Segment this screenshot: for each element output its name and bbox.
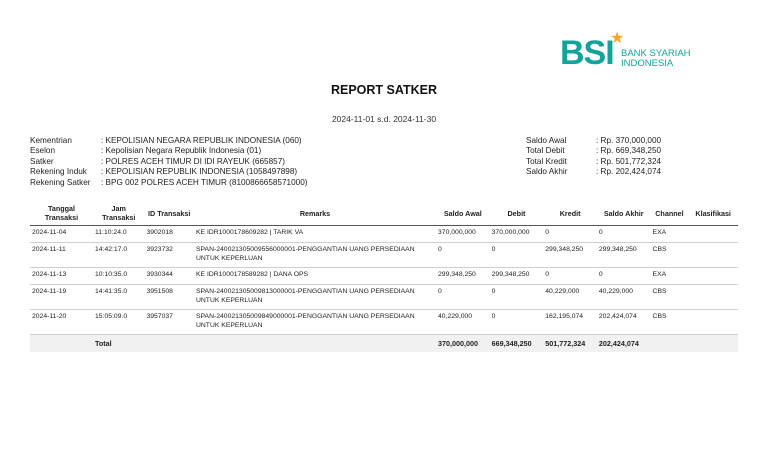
header-saldo-akhir: Saldo Akhir: [597, 202, 651, 226]
table-row: [30, 243, 738, 268]
total-row: [30, 335, 738, 353]
cell-remarks: SPAN-240021305009813000001-PENGGANTIAN UANG PERSEDIAAN UNTUK KEPERLUAN: [194, 285, 436, 310]
total-spacer: [30, 335, 93, 353]
header-klasifikasi: Klasifikasi: [688, 202, 738, 226]
info-label: Rekening Satker: [30, 177, 91, 187]
table-row: [30, 226, 738, 243]
info-label: Eselon: [30, 146, 56, 156]
header-jam: Jam Transaksi: [93, 202, 144, 226]
info-row-eselon: [30, 146, 307, 156]
total-saldo-awal: 370,000,000: [436, 335, 490, 353]
info-value: : BPG 002 POLRES ACEH TIMUR (8100866658571000): [101, 177, 308, 187]
cell-jam: 14:42:17.0: [93, 243, 144, 268]
summary-label: Saldo Awal: [526, 136, 567, 145]
summary-value: : Rp. 669,348,250: [596, 146, 662, 156]
summary-label: Saldo Akhir: [526, 167, 568, 177]
cell-id: 3951508: [144, 285, 194, 310]
bsi-logo: [560, 30, 700, 74]
bsi-logo-text: [621, 49, 691, 69]
cell-debit: 370,000,000: [490, 226, 544, 243]
total-spacer: [688, 335, 738, 353]
table-header-row: [30, 202, 738, 226]
info-label: Rekening Induk: [30, 167, 87, 177]
cell-remarks: KE IDR1000178589282 | DANA OPS: [194, 268, 436, 285]
cell-klasifikasi: [688, 268, 738, 285]
cell-klasifikasi: [688, 226, 738, 243]
summary-value: : Rp. 202,424,074: [596, 167, 662, 177]
cell-debit: 0: [490, 285, 544, 310]
info-row-satker: [30, 157, 307, 167]
cell-remarks: SPAN-240021305009849000001-PENGGANTIAN UANG PERSEDIAAN UNTUK KEPERLUAN: [194, 310, 436, 335]
info-label: Satker: [30, 156, 54, 166]
cell-channel: CBS: [651, 285, 689, 310]
cell-id: 3902018: [144, 226, 194, 243]
summary-label: Total Debit: [526, 146, 565, 156]
cell-jam: 14:41:35.0: [93, 285, 144, 310]
cell-id: 3957037: [144, 310, 194, 335]
bsi-logo-line1: BANK SYARIAH: [621, 48, 691, 59]
cell-remarks: SPAN-240021305009556000001-PENGGANTIAN UANG PERSEDIAAN UNTUK KEPERLUAN: [194, 243, 436, 268]
header-saldo-awal: Saldo Awal: [436, 202, 490, 226]
cell-saldo-akhir: 40,229,000: [597, 285, 651, 310]
info-label: Kementrian: [30, 136, 72, 145]
summary-row-saldo-akhir: [526, 167, 661, 177]
info-value: : POLRES ACEH TIMUR DI IDI RAYEUK (665857): [101, 156, 285, 166]
total-spacer: [194, 335, 436, 353]
cell-tanggal: 2024-11-19: [30, 285, 93, 310]
cell-id: 3930344: [144, 268, 194, 285]
cell-tanggal: 2024-11-04: [30, 226, 93, 243]
cell-id: 3923732: [144, 243, 194, 268]
table-row: [30, 268, 738, 285]
header-id: ID Transaksi: [144, 202, 194, 226]
total-debit: 669,348,250: [490, 335, 544, 353]
cell-tanggal: 2024-11-11: [30, 243, 93, 268]
cell-klasifikasi: [688, 285, 738, 310]
star-icon: ★: [610, 30, 625, 47]
summary-value: : Rp. 370,000,000: [596, 136, 662, 145]
info-row-kementrian: [30, 136, 307, 146]
info-row-rekening-satker: [30, 178, 307, 188]
bsi-logo-mark: BSI: [560, 34, 614, 72]
total-spacer: [651, 335, 689, 353]
cell-channel: EXA: [651, 268, 689, 285]
summary-row-saldo-awal: [526, 136, 661, 146]
total-spacer: [144, 335, 194, 353]
header-tanggal: Tanggal Transaksi: [30, 202, 93, 226]
table-row: [30, 285, 738, 310]
cell-tanggal: 2024-11-20: [30, 310, 93, 335]
info-value: : KEPOLISIAN NEGARA REPUBLIK INDONESIA (060): [101, 136, 302, 145]
table-row: [30, 310, 738, 335]
cell-saldo-awal: 0: [436, 243, 490, 268]
report-title: REPORT SATKER: [330, 83, 438, 97]
info-value: : Kepolisian Negara Republik Indonesia (01): [101, 146, 262, 156]
cell-saldo-akhir: 299,348,250: [597, 243, 651, 268]
header-kredit: Kredit: [543, 202, 597, 226]
cell-kredit: 162,195,074: [543, 310, 597, 335]
cell-jam: 15:05:09.0: [93, 310, 144, 335]
cell-channel: CBS: [651, 243, 689, 268]
total-label: Total: [93, 335, 144, 353]
cell-saldo-akhir: 0: [597, 226, 651, 243]
cell-kredit: 0: [543, 268, 597, 285]
cell-tanggal: 2024-11-13: [30, 268, 93, 285]
cell-jam: 11:10:24.0: [93, 226, 144, 243]
transaction-table: [30, 202, 738, 352]
header-remarks: Remarks: [194, 202, 436, 226]
account-info: [30, 136, 307, 188]
summary-row-total-kredit: [526, 157, 661, 167]
balance-summary: [526, 136, 661, 178]
cell-saldo-awal: 40,229,000: [436, 310, 490, 335]
summary-value: : Rp. 501,772,324: [596, 156, 662, 166]
cell-channel: EXA: [651, 226, 689, 243]
cell-kredit: 0: [543, 226, 597, 243]
header-debit: Debit: [490, 202, 544, 226]
cell-saldo-awal: 0: [436, 285, 490, 310]
cell-kredit: 299,348,250: [543, 243, 597, 268]
cell-klasifikasi: [688, 310, 738, 335]
cell-saldo-akhir: 202,424,074: [597, 310, 651, 335]
cell-jam: 10:10:35.0: [93, 268, 144, 285]
info-row-rekening-induk: [30, 167, 307, 177]
cell-debit: 299,348,250: [490, 268, 544, 285]
header-channel: Channel: [651, 202, 689, 226]
total-saldo-akhir: 202,424,074: [597, 335, 651, 353]
cell-channel: CBS: [651, 310, 689, 335]
info-value: : KEPOLISIAN REPUBLIK INDONESIA (1058497898): [101, 167, 298, 177]
bsi-logo-line2: INDONESIA: [621, 58, 674, 69]
cell-kredit: 40,229,000: [543, 285, 597, 310]
cell-saldo-awal: 370,000,000: [436, 226, 490, 243]
total-kredit: 501,772,324: [543, 335, 597, 353]
cell-saldo-awal: 299,348,250: [436, 268, 490, 285]
cell-klasifikasi: [688, 243, 738, 268]
cell-debit: 0: [490, 243, 544, 268]
summary-row-total-debit: [526, 146, 661, 156]
report-period: 2024-11-01 s.d. 2024-11-30: [331, 114, 437, 124]
cell-remarks: KE IDR1000178609282 | TARIK VA: [194, 226, 436, 243]
cell-debit: 0: [490, 310, 544, 335]
summary-label: Total Kredit: [526, 156, 567, 166]
cell-saldo-akhir: 0: [597, 268, 651, 285]
